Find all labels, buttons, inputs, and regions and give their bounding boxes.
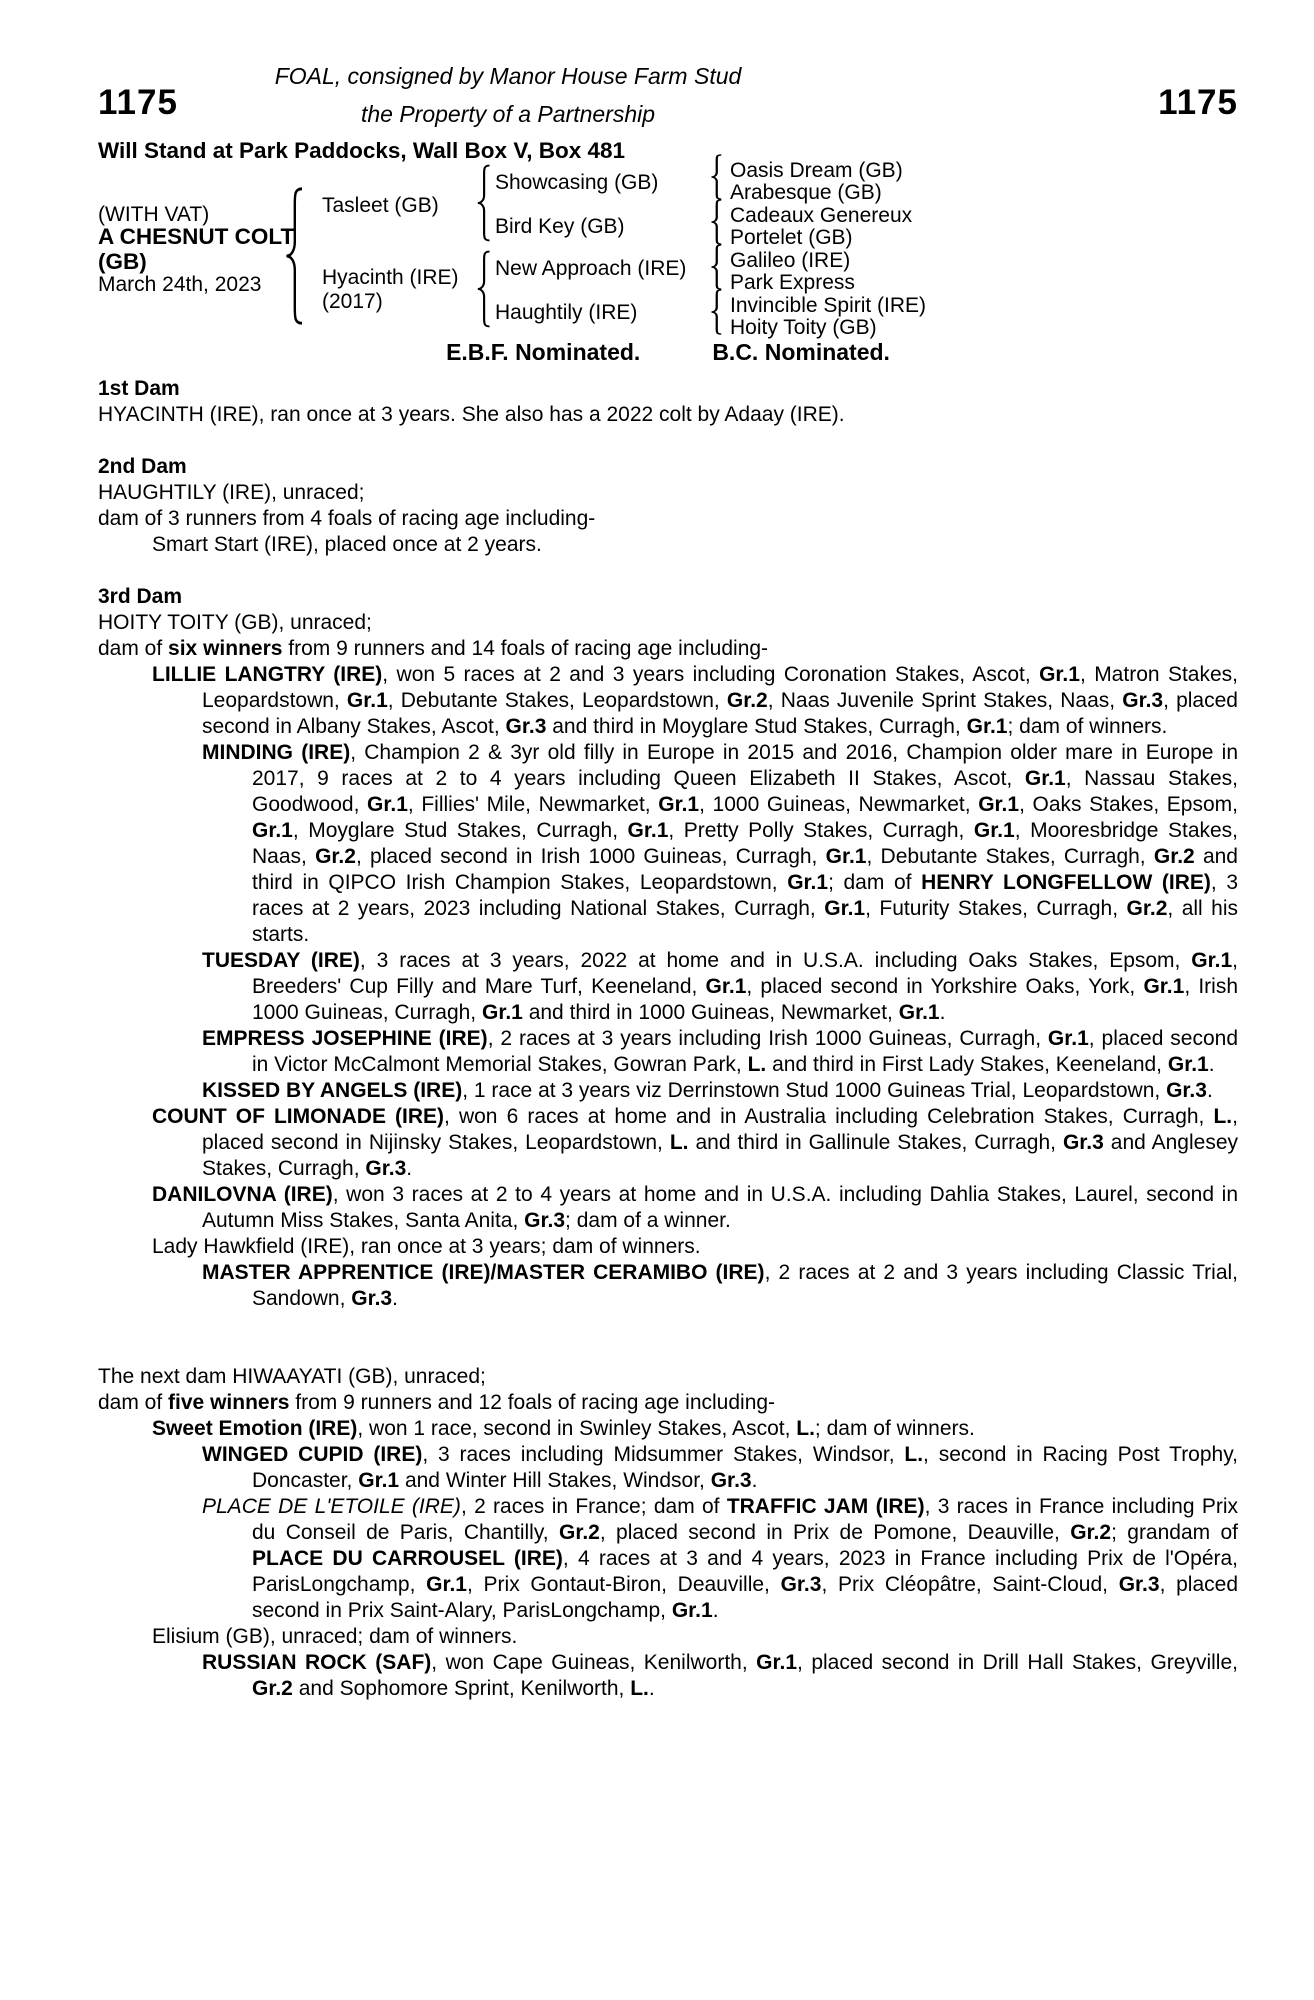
emphasis-run: Gr.3 — [351, 1287, 393, 1310]
emphasis-run: Gr.1 — [481, 1001, 523, 1024]
emphasis-run: HENRY LONGFELLOW (IRE) — [921, 871, 1211, 894]
brace-icon — [476, 164, 494, 242]
text-run: , won 1 race, second in Swinley Stakes, Ascot, — [357, 1417, 797, 1440]
pedigree-paragraph — [98, 506, 1238, 532]
dam-section-heading: 2nd Dam — [98, 455, 187, 478]
lot-number-left: 1175 — [98, 83, 178, 122]
text-run: , Debutante Stakes, Leopardstown, — [387, 689, 727, 712]
text-run: , placed second in Nijinsky Stakes, Leopardstown, — [202, 1105, 1238, 1154]
emphasis-run: MINDING (IRE) — [202, 741, 351, 764]
emphasis-run: L. — [904, 1443, 924, 1466]
emphasis-run: Gr.1 — [978, 793, 1020, 816]
emphasis-run: PLACE DE L'ETOILE (IRE) — [202, 1495, 461, 1518]
subject-country: (GB) — [98, 249, 147, 274]
text-run: , 2 races in France; dam of — [460, 1495, 727, 1518]
emphasis-run: COUNT OF LIMONADE (IRE) — [152, 1105, 445, 1128]
emphasis-run: Gr.1 — [367, 793, 408, 816]
text-run: Lady Hawkfield (IRE), ran once at 3 years; dam of winners. — [152, 1235, 701, 1258]
pedigree-paragraph — [98, 948, 1238, 1026]
great-grandparent-name: Invincible Spirit (IRE) — [730, 294, 927, 317]
brace-icon — [476, 250, 494, 328]
great-grandparent-name: Galileo (IRE) — [730, 249, 851, 272]
emphasis-run: TRAFFIC JAM (IRE) — [726, 1495, 925, 1518]
text-run: and Sophomore Sprint, Kenilworth, — [292, 1677, 631, 1700]
text-run: . — [406, 1157, 413, 1180]
emphasis-run: RUSSIAN ROCK (SAF) — [202, 1651, 432, 1674]
pedigree-paragraph — [98, 1494, 1238, 1624]
brace-icon — [710, 244, 725, 290]
emphasis-run: Gr.3 — [505, 715, 547, 738]
text-run: , placed second in Victor McCalmont Memorial Stakes, Gowran Park, — [252, 1027, 1239, 1076]
text-run: , Debutante Stakes, Curragh, — [866, 845, 1154, 868]
brace-icon — [710, 289, 725, 335]
emphasis-run: Gr.1 — [671, 1599, 713, 1622]
text-run: , placed second in Albany Stakes, Ascot, — [202, 689, 1238, 738]
text-run: and Winter Hill Stakes, Windsor, — [399, 1469, 711, 1492]
emphasis-run: Gr.3 — [524, 1209, 566, 1232]
pedigree-paragraph — [98, 1364, 1238, 1390]
pedigree-paragraph — [98, 1624, 1238, 1650]
text-run: from 9 runners and 12 foals of racing age including- — [289, 1391, 776, 1414]
text-run: from 9 runners and 14 foals of racing age including- — [282, 637, 769, 660]
text-run: HAUGHTILY (IRE), unraced; — [98, 481, 365, 504]
text-run: , won 5 races at 2 and 3 years including Coronation Stakes, Ascot, — [382, 663, 1040, 686]
pedigree-table — [98, 150, 1238, 370]
emphasis-run: Gr.1 — [966, 715, 1008, 738]
pedigree-paragraph — [98, 636, 1238, 662]
ebf-nomination: E.B.F. Nominated. — [446, 339, 641, 365]
emphasis-run: six winners — [168, 637, 283, 660]
emphasis-run: Gr.1 — [973, 819, 1015, 842]
subject-name: A CHESNUT COLT — [98, 224, 295, 249]
emphasis-run: Gr.1 — [346, 689, 388, 712]
great-grandparent-name: Cadeaux Genereux — [730, 204, 913, 227]
emphasis-run: Gr.3 — [1166, 1079, 1207, 1102]
granddam-name: Haughtily (IRE) — [495, 301, 638, 324]
text-run: , Irish 1000 Guineas, Curragh, — [252, 975, 1239, 1024]
great-grandparent-name: Park Express — [730, 271, 855, 294]
text-run: Elisium (GB), unraced; dam of winners. — [152, 1625, 518, 1648]
emphasis-run: Gr.2 — [252, 1677, 293, 1700]
emphasis-run: Gr.1 — [1039, 663, 1080, 686]
emphasis-run: KISSED BY ANGELS (IRE) — [202, 1079, 463, 1102]
emphasis-run: Gr.3 — [710, 1469, 752, 1492]
emphasis-run: WINGED CUPID (IRE) — [202, 1443, 423, 1466]
text-run: and third in QIPCO Irish Champion Stakes, Leopardstown, — [252, 845, 1238, 894]
text-run: , Champion 2 & 3yr old filly in Europe in 2015 and 2016, Champion older mare in Europe in 2017, 9 races at 2 to 4 years including Queen Elizabeth II Stakes, Ascot, — [252, 741, 1239, 790]
emphasis-run: DANILOVNA (IRE) — [152, 1183, 333, 1206]
emphasis-run: Gr.1 — [1143, 975, 1185, 998]
text-run: , placed second in Yorkshire Oaks, York, — [746, 975, 1144, 998]
pedigree-paragraph — [98, 1260, 1238, 1312]
grandsire-name: Showcasing (GB) — [495, 171, 659, 194]
text-run: , placed second in Drill Hall Stakes, Greyville, — [797, 1651, 1238, 1674]
text-run: . — [648, 1677, 655, 1700]
brace-icon — [710, 154, 725, 200]
text-run: Smart Start (IRE), placed once at 2 years. — [152, 533, 542, 556]
bc-nomination: B.C. Nominated. — [712, 339, 890, 365]
emphasis-run: Gr.1 — [756, 1651, 798, 1674]
dam-section — [98, 1364, 1238, 1702]
consignor-line: FOAL, consigned by Manor House Farm Stud — [274, 63, 742, 89]
emphasis-run: L. — [1213, 1105, 1233, 1128]
pedigree-paragraph — [98, 1442, 1238, 1494]
emphasis-run: Gr.1 — [1167, 1053, 1209, 1076]
dam-section — [98, 454, 1238, 558]
emphasis-run: Gr.1 — [898, 1001, 940, 1024]
text-run: . — [1206, 1079, 1213, 1102]
pedigree-paragraph — [98, 610, 1238, 636]
emphasis-run: Gr.3 — [1122, 689, 1164, 712]
emphasis-run: Gr.1 — [252, 819, 293, 842]
emphasis-run: Gr.1 — [627, 819, 669, 842]
text-run: , Matron Stakes, Leopardstown, — [202, 663, 1238, 712]
text-run: . — [1208, 1053, 1215, 1076]
text-run: , won 6 races at home and in Australia including Celebration Stakes, Curragh, — [444, 1105, 1214, 1128]
dam-section — [98, 376, 1238, 428]
text-run: and third in Gallinule Stakes, Curragh, — [688, 1131, 1063, 1154]
emphasis-run: LILLIE LANGTRY (IRE) — [152, 663, 383, 686]
emphasis-run: PLACE DU CARROUSEL (IRE) — [252, 1547, 563, 1570]
emphasis-run: Gr.2 — [558, 1521, 600, 1544]
dam-section-heading: 1st Dam — [98, 377, 180, 400]
text-run: , all his starts. — [252, 897, 1239, 946]
emphasis-run: MASTER APPRENTICE (IRE)/MASTER CERAMIBO (IRE) — [202, 1261, 765, 1284]
emphasis-run: L. — [796, 1417, 815, 1440]
vat-note: (WITH VAT) — [98, 203, 210, 226]
text-run: ; grandam of — [1111, 1521, 1239, 1544]
text-run: . — [939, 1001, 946, 1024]
pedigree-paragraph — [98, 1078, 1238, 1104]
text-run: , Breeders' Cup Filly and Mare Turf, Keeneland, — [252, 949, 1238, 998]
text-run: , won Cape Guineas, Kenilworth, — [431, 1651, 757, 1674]
emphasis-run: Gr.3 — [1118, 1573, 1160, 1596]
emphasis-run: Gr.1 — [1047, 1027, 1089, 1050]
pedigree-paragraph — [98, 1026, 1238, 1078]
emphasis-run: Gr.1 — [658, 793, 700, 816]
dam-year: (2017) — [322, 290, 383, 313]
text-run: The next dam HIWAAYATI (GB), unraced; — [98, 1365, 486, 1388]
emphasis-run: L. — [747, 1053, 767, 1076]
nominations — [98, 338, 1238, 366]
text-run: ; dam of winners. — [1007, 715, 1168, 738]
text-run: and third in First Lady Stakes, Keeneland, — [766, 1053, 1168, 1076]
lot-number-right: 1175 — [1158, 83, 1238, 122]
grandsire-name: New Approach (IRE) — [495, 257, 687, 280]
text-run: dam of — [98, 637, 169, 660]
text-run: ; dam of winners. — [814, 1417, 975, 1440]
text-run: . — [392, 1287, 398, 1310]
text-run: HYACINTH (IRE), ran once at 3 years. She also has a 2022 colt by Adaay (IRE). — [98, 403, 845, 426]
text-run: , placed second in Irish 1000 Guineas, Curragh, — [355, 845, 826, 868]
pedigree-paragraph — [98, 740, 1238, 948]
sire-name: Tasleet (GB) — [322, 194, 439, 217]
emphasis-run: Gr.2 — [726, 689, 768, 712]
emphasis-run: Sweet Emotion (IRE) — [152, 1417, 358, 1440]
text-run: , Oaks Stakes, Epsom, — [1019, 793, 1238, 816]
text-run: , 3 races in France including Prix du Conseil de Paris, Chantilly, — [252, 1495, 1238, 1544]
text-run: ; dam of a winner. — [565, 1209, 731, 1232]
pedigree-paragraph — [98, 1650, 1238, 1702]
emphasis-run: Gr.2 — [315, 845, 356, 868]
text-run: and Anglesey Stakes, Curragh, — [202, 1131, 1239, 1180]
emphasis-run: Gr.1 — [824, 897, 866, 920]
emphasis-run: Gr.3 — [365, 1157, 407, 1180]
text-run: ; dam of — [828, 871, 922, 894]
emphasis-run: Gr.1 — [825, 845, 867, 868]
pedigree-paragraph — [98, 532, 1238, 558]
pedigree-paragraph — [98, 402, 1238, 428]
great-grandparent-name: Portelet (GB) — [730, 226, 853, 249]
text-run: , Prix Cléopâtre, Saint-Cloud, — [821, 1573, 1119, 1596]
text-run: , Nassau Stakes, Goodwood, — [252, 767, 1238, 816]
text-run: , 2 races at 2 and 3 years including Classic Trial, Sandown, — [252, 1261, 1238, 1310]
emphasis-run: L. — [669, 1131, 689, 1154]
text-run: , 4 races at 3 and 4 years, 2023 in France including Prix de l'Opéra, ParisLongchamp, — [252, 1547, 1239, 1596]
text-run: , Naas Juvenile Sprint Stakes, Naas, — [767, 689, 1123, 712]
emphasis-run: five winners — [168, 1391, 290, 1414]
emphasis-run: Gr.1 — [1191, 949, 1233, 972]
text-run: , Mooresbridge Stakes, Naas, — [252, 819, 1239, 868]
pedigree-paragraph — [98, 1390, 1238, 1416]
granddam-name: Bird Key (GB) — [495, 215, 625, 238]
text-run: , Moyglare Stud Stakes, Curragh, — [292, 819, 628, 842]
emphasis-run: Gr.1 — [1024, 767, 1066, 790]
text-run: , second in Racing Post Trophy, Doncaster, — [252, 1443, 1238, 1492]
emphasis-run: Gr.3 — [1062, 1131, 1104, 1154]
text-run: and third in Moyglare Stud Stakes, Curragh, — [546, 715, 967, 738]
emphasis-run: Gr.2 — [1153, 845, 1195, 868]
emphasis-run: L. — [630, 1677, 649, 1700]
text-run: , Futurity Stakes, Curragh, — [865, 897, 1127, 920]
text-run: , placed second in Prix de Pomone, Deauville, — [599, 1521, 1071, 1544]
emphasis-run: Gr.1 — [358, 1469, 400, 1492]
text-run: , 3 races at 2 years, 2023 including National Stakes, Curragh, — [252, 871, 1239, 920]
text-run: , 2 races at 3 years including Irish 1000 Guineas, Curragh, — [487, 1027, 1048, 1050]
pedigree-paragraph — [98, 1182, 1238, 1234]
text-run: . — [712, 1599, 719, 1622]
pedigree-paragraph — [98, 1234, 1238, 1260]
text-run: , 1000 Guineas, Newmarket, — [699, 793, 979, 816]
emphasis-run: EMPRESS JOSEPHINE (IRE) — [202, 1027, 488, 1050]
pedigree-paragraph — [98, 662, 1238, 740]
text-run: dam of 3 runners from 4 foals of racing age including- — [98, 507, 596, 530]
brace-icon — [284, 186, 308, 326]
dam-section-heading: 3rd Dam — [98, 585, 183, 608]
emphasis-run: Gr.1 — [705, 975, 747, 998]
pedigree-sections — [98, 376, 1238, 1702]
brace-icon — [710, 199, 725, 245]
text-run: , Pretty Polly Stakes, Curragh, — [668, 819, 974, 842]
text-run: dam of — [98, 1391, 169, 1414]
text-run: , placed second in Prix Saint-Alary, ParisLongchamp, — [252, 1573, 1238, 1622]
emphasis-run: Gr.1 — [787, 871, 829, 894]
emphasis-run: Gr.3 — [780, 1573, 822, 1596]
emphasis-run: TUESDAY (IRE) — [202, 949, 360, 972]
text-run: , 3 races at 3 years, 2022 at home and in U.S.A. including Oaks Stakes, Epsom, — [359, 949, 1192, 972]
dam-section — [98, 584, 1238, 1312]
great-grandparent-name: Arabesque (GB) — [730, 181, 882, 204]
pedigree-paragraph — [98, 1416, 1238, 1442]
great-grandparent-name: Hoity Toity (GB) — [730, 316, 877, 339]
text-run: , Fillies' Mile, Newmarket, — [407, 793, 659, 816]
foaling-date: March 24th, 2023 — [98, 273, 262, 296]
text-run: , won 3 races at 2 to 4 years at home and in U.S.A. including Dahlia Stakes, Laurel, second in Autumn Miss Stakes, Santa Anita, — [202, 1183, 1238, 1232]
text-run: , 1 race at 3 years viz Derrinstown Stud 1000 Guineas Trial, Leopardstown, — [462, 1079, 1167, 1102]
emphasis-run: Gr.2 — [1126, 897, 1168, 920]
text-run: , 3 races including Midsummer Stakes, Windsor, — [422, 1443, 905, 1466]
pedigree-paragraph — [98, 1104, 1238, 1182]
stand-location-line: Will Stand at Park Paddocks, Wall Box V, Box 481 — [98, 138, 626, 163]
pedigree-paragraph — [98, 480, 1238, 506]
property-line: the Property of a Partnership — [360, 101, 656, 127]
dam-name: Hyacinth (IRE) — [322, 266, 459, 289]
text-run: HOITY TOITY (GB), unraced; — [98, 611, 372, 634]
text-run: , Prix Gontaut-Biron, Deauville, — [467, 1573, 781, 1596]
text-run: . — [751, 1469, 758, 1492]
text-run: and third in 1000 Guineas, Newmarket, — [522, 1001, 899, 1024]
emphasis-run: Gr.2 — [1070, 1521, 1112, 1544]
great-grandparent-name: Oasis Dream (GB) — [730, 159, 903, 182]
emphasis-run: Gr.1 — [426, 1573, 467, 1596]
